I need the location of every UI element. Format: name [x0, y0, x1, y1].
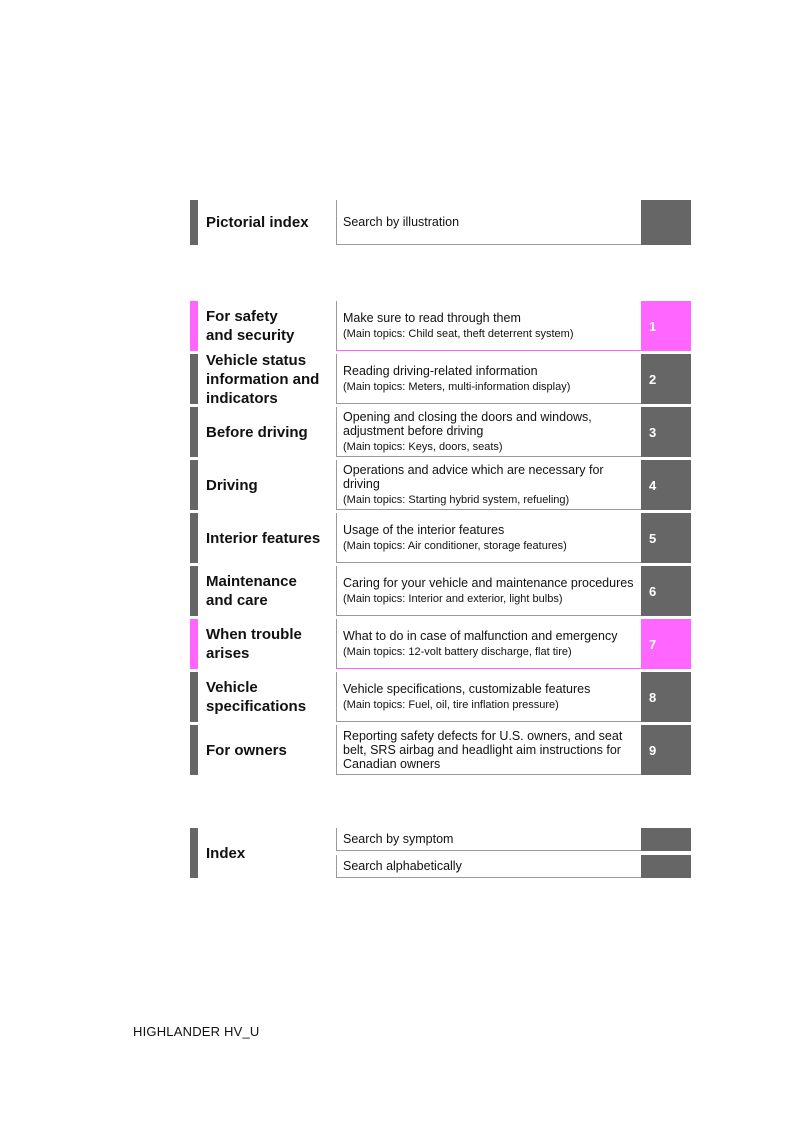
index-search-alphabetically[interactable]	[336, 855, 691, 878]
chapter-description	[336, 672, 641, 722]
chapter-main-text: Reporting safety defects for U.S. owners, and seat belt, SRS airbag and headlight aim instructions for Canadian owners	[343, 728, 623, 771]
chapter-tab[interactable]: 6	[641, 566, 691, 616]
chapter-main-topics: (Main topics: Air conditioner, storage features)	[343, 539, 567, 552]
chapter-tab[interactable]: 1	[641, 301, 691, 351]
chapter-main-text: Reading driving-related information	[343, 363, 538, 378]
chapter-row-4[interactable]	[190, 460, 691, 510]
chapter-main-text: Caring for your vehicle and maintenance procedures	[343, 575, 634, 590]
index-section	[190, 828, 691, 878]
chapter-description	[336, 407, 641, 457]
chapter-title: For safety and security	[206, 308, 295, 344]
chapter-row-6[interactable]	[190, 566, 691, 616]
chapters-list	[190, 301, 691, 775]
chapter-tab[interactable]: 4	[641, 460, 691, 510]
chapter-main-topics: (Main topics: Interior and exterior, light bulbs)	[343, 592, 563, 605]
chapter-title: Interior features	[206, 529, 321, 547]
chapter-title: Driving	[206, 476, 258, 494]
chapter-description	[336, 354, 641, 404]
chapter-main-topics: (Main topics: Keys, doors, seats)	[343, 440, 503, 453]
section-description	[336, 200, 641, 245]
chapter-bar	[190, 566, 198, 616]
section-bar	[190, 828, 198, 878]
chapter-row-5[interactable]	[190, 513, 691, 563]
chapter-bar	[190, 354, 198, 404]
chapter-main-topics: (Main topics: 12-volt battery discharge, flat tire)	[343, 645, 572, 658]
index-row	[190, 828, 691, 878]
chapter-row-3[interactable]	[190, 407, 691, 457]
section-title: Pictorial index	[206, 214, 309, 231]
section-bar	[190, 200, 198, 245]
chapter-bar	[190, 460, 198, 510]
description-main: Search by illustration	[343, 215, 460, 229]
chapter-bar	[190, 407, 198, 457]
chapter-main-topics: (Main topics: Starting hybrid system, refueling)	[343, 493, 570, 506]
chapter-main-text: Make sure to read through them	[343, 310, 521, 325]
chapter-title: Maintenance and care	[206, 573, 297, 609]
chapter-main-topics: (Main topics: Child seat, theft deterrent system)	[343, 327, 574, 340]
chapter-bar	[190, 513, 198, 563]
chapter-description	[336, 619, 641, 669]
chapter-title: Vehicle specifications	[206, 679, 307, 715]
chapter-description	[336, 566, 641, 616]
index-search-by-symptom[interactable]	[336, 828, 691, 851]
chapter-row-7[interactable]	[190, 619, 691, 669]
chapter-title: Vehicle status information and indicators	[206, 351, 320, 407]
chapter-row-1[interactable]	[190, 301, 691, 351]
chapter-main-text: Vehicle specifications, customizable features	[343, 681, 591, 696]
chapter-description	[336, 513, 641, 563]
index-item-label: Search alphabetically	[336, 855, 641, 878]
chapter-main-topics: (Main topics: Meters, multi-information display)	[343, 380, 571, 393]
chapter-main-text: What to do in case of malfunction and emergency	[343, 628, 618, 643]
chapter-bar	[190, 672, 198, 722]
index-item-label: Search by symptom	[336, 828, 641, 851]
chapter-bar	[190, 619, 198, 669]
chapter-main-text: Opening and closing the doors and windows, adjustment before driving	[343, 409, 592, 438]
chapter-main-text: Operations and advice which are necessary for driving	[343, 462, 604, 491]
chapter-bar	[190, 725, 198, 775]
chapter-tab[interactable]: 2	[641, 354, 691, 404]
section-tab[interactable]	[641, 200, 691, 245]
footer-model-code: HIGHLANDER HV_U	[133, 1024, 260, 1039]
pictorial-index-section	[190, 200, 691, 245]
chapter-description	[336, 725, 641, 775]
chapter-main-text: Usage of the interior features	[343, 522, 505, 537]
chapter-main-topics: (Main topics: Fuel, oil, tire inflation pressure)	[343, 698, 559, 711]
chapter-row-2[interactable]	[190, 351, 691, 407]
chapter-tab[interactable]: 9	[641, 725, 691, 775]
index-tab[interactable]	[641, 828, 691, 851]
chapter-row-8[interactable]	[190, 672, 691, 722]
pictorial-index-row[interactable]	[190, 200, 691, 245]
chapter-tab[interactable]: 8	[641, 672, 691, 722]
chapter-title: When trouble arises	[206, 626, 302, 662]
chapter-bar	[190, 301, 198, 351]
chapter-tab[interactable]: 3	[641, 407, 691, 457]
chapter-title: For owners	[206, 741, 287, 759]
chapter-title: Before driving	[206, 423, 308, 441]
chapter-row-9[interactable]	[190, 725, 691, 775]
chapter-tab[interactable]: 5	[641, 513, 691, 563]
index-tab[interactable]	[641, 855, 691, 878]
section-title: Index	[206, 844, 246, 862]
chapter-description	[336, 460, 641, 510]
chapter-tab[interactable]: 7	[641, 619, 691, 669]
chapter-description	[336, 301, 641, 351]
